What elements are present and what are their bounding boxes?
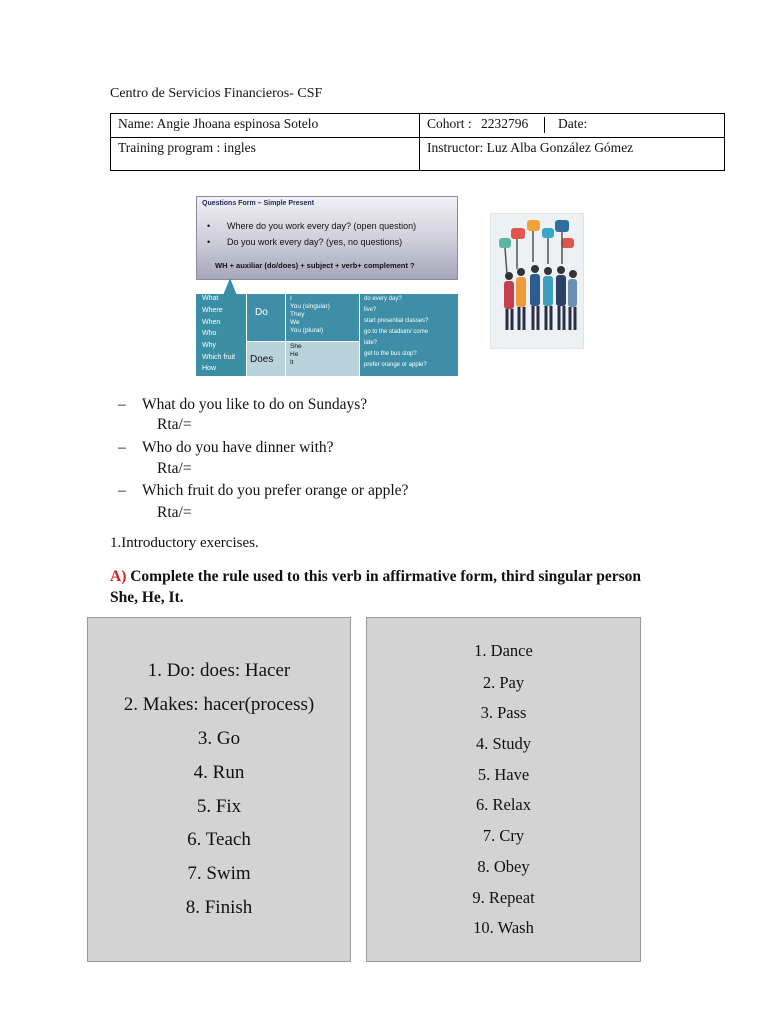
subject: He	[290, 351, 299, 358]
subject: They	[290, 311, 305, 318]
verb-item: 7. Cry	[482, 826, 525, 845]
verb-item: 1. Do: does: Hacer	[147, 660, 291, 681]
exercise-instruction	[110, 566, 670, 608]
verb-phrase: go to the stadium/ come	[364, 329, 429, 335]
answer-placeholder: Rta/=	[157, 504, 192, 521]
grammar-example-2: Do you work every day? (yes, no questions)	[227, 237, 403, 247]
question-item	[118, 396, 367, 414]
wh-word: How	[202, 365, 217, 372]
cohort-date-cell	[420, 114, 725, 138]
question-text: Which fruit do you prefer orange or apple?	[142, 482, 409, 499]
wh-word: What	[202, 295, 219, 302]
section-heading: 1.Introductory exercises.	[110, 535, 259, 551]
verb-item: 2. Pay	[482, 673, 525, 692]
subject: You (plural)	[290, 327, 324, 334]
date-label: Date:	[558, 116, 588, 131]
verb-item: 6. Relax	[476, 795, 531, 814]
verb-phrase: get to the bus stop?	[364, 351, 417, 357]
wh-word: Where	[202, 307, 223, 314]
subjects-does-cell	[286, 342, 359, 376]
cohort-label: Cohort :	[427, 116, 472, 131]
grammar-example-1: Where do you work every day? (open question)	[227, 221, 417, 231]
document-header-title: Centro de Servicios Financieros- CSF	[110, 86, 323, 101]
verb-item: 4. Run	[193, 762, 245, 783]
verb-phrase: start presential classes?	[364, 318, 429, 324]
list-dash: –	[118, 482, 126, 499]
subject: We	[290, 319, 300, 326]
aux-do-cell	[247, 294, 285, 341]
verb-list-box-1	[87, 617, 351, 962]
callout-pointer	[222, 278, 238, 298]
question-item	[118, 439, 334, 457]
verb-item: 5. Fix	[196, 796, 242, 817]
cell-divider	[544, 117, 545, 133]
aux-do-label: Do	[255, 307, 268, 318]
bullet: •	[207, 237, 211, 247]
wh-words-column	[196, 294, 246, 376]
verb-item: 3. Pass	[480, 703, 527, 722]
verb-item: 6. Teach	[187, 829, 251, 850]
verb-item: 1. Dance	[474, 641, 533, 660]
answer-placeholder: Rta/=	[157, 460, 192, 477]
verb-item: 7. Swim	[187, 863, 251, 884]
aux-does-label: Does	[250, 354, 274, 365]
subject: She	[290, 343, 302, 350]
aux-does-cell	[247, 342, 285, 376]
name-cell: Name: Angie Jhoana espinosa Sotelo	[111, 114, 420, 138]
subject: It	[290, 359, 294, 366]
verb-phrase: prefer orange or apple?	[364, 362, 427, 368]
question-form-panel	[196, 196, 458, 280]
verb-phrase: do every day?	[364, 296, 402, 302]
people-with-speech-bubbles-icon	[491, 214, 583, 348]
list-dash: –	[118, 396, 126, 413]
question-item	[118, 482, 408, 500]
grammar-title: Questions Form – Simple Present	[202, 200, 315, 207]
student-info-table	[110, 113, 725, 171]
verb-item: 8. Finish	[185, 897, 253, 918]
verb-list-box-2	[366, 617, 641, 962]
bullet: •	[207, 221, 211, 231]
verb-item: 9. Repeat	[472, 888, 535, 907]
subjects-do-cell	[286, 294, 359, 341]
question-text: What do you like to do on Sundays?	[142, 396, 368, 413]
verb-item: 5. Have	[477, 765, 530, 784]
verb-item: 10. Wash	[473, 918, 534, 937]
exercise-letter: A)	[110, 568, 127, 585]
question-text: Who do you have dinner with?	[142, 439, 334, 456]
verb-phrase: late?	[364, 340, 378, 346]
cohort-value: 2232796	[481, 116, 529, 131]
verb-item: 4. Study	[475, 734, 531, 753]
training-program-cell: Training program : ingles	[111, 138, 420, 171]
wh-word: Who	[202, 330, 217, 337]
list-dash: –	[118, 439, 126, 456]
instructor-cell: Instructor: Luz Alba González Gómez	[420, 138, 725, 171]
wh-word: Which fruit	[202, 354, 236, 361]
exercise-instruction-text: Complete the rule used to this verb in affirmative form, third singular person She, He, It.	[110, 568, 641, 606]
subject: I	[290, 295, 292, 302]
wh-word: Why	[202, 342, 216, 349]
people-illustration	[490, 213, 584, 349]
subject: You (singular)	[290, 303, 330, 310]
verb-item: 3. Go	[197, 728, 241, 749]
verb-item: 8. Obey	[477, 857, 530, 876]
grammar-formula: WH + auxiliar (do/does) + subject + verb+ complement ?	[215, 261, 415, 270]
verb-item: 2. Makes: hacer(process)	[123, 694, 315, 715]
verb-phrase: live?	[364, 307, 377, 313]
answer-placeholder: Rta/=	[157, 416, 192, 433]
wh-word: When	[202, 319, 221, 326]
verbs-cell	[360, 294, 458, 376]
question-table-panel	[196, 294, 458, 376]
